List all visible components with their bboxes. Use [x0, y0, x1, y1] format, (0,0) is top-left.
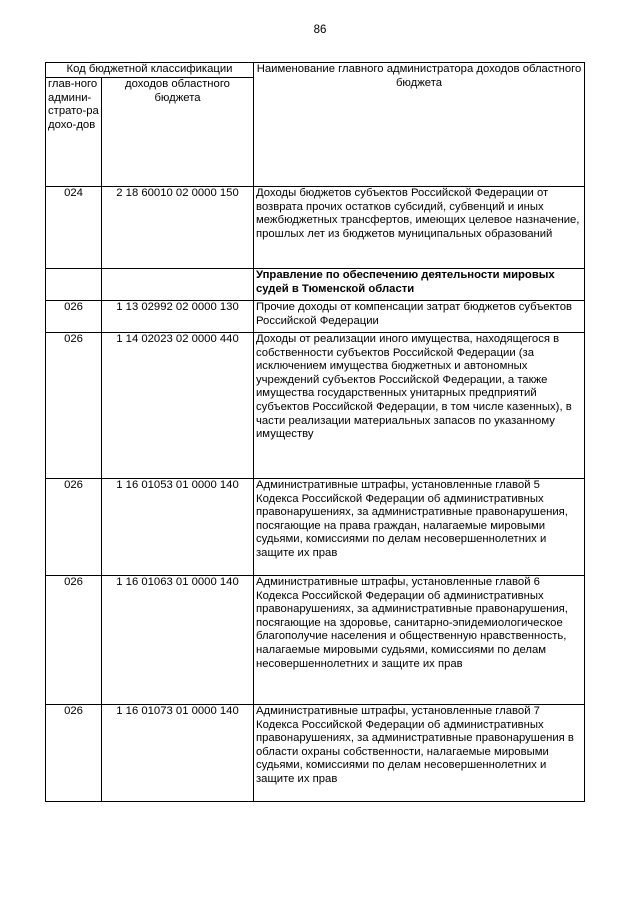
- table-row: [46, 333, 585, 479]
- admin-code-cell: [46, 269, 102, 301]
- header-administrator-name: Наименование главного администратора доходов областного бюджета: [254, 63, 585, 187]
- table-row: [46, 576, 585, 705]
- income-code-cell: 1 16 01073 01 0000 140: [102, 705, 254, 802]
- table-row: [46, 187, 585, 269]
- admin-code-cell: 026: [46, 301, 102, 333]
- admin-code-cell: 026: [46, 333, 102, 479]
- header-regional-budget-income: доходов областного бюджета: [102, 78, 254, 187]
- income-code-cell: [102, 269, 254, 301]
- header-chief-administrator: глав-ного админи-страто-ра дохо-дов: [46, 78, 102, 187]
- admin-code-cell: 026: [46, 479, 102, 576]
- page-number: 86: [313, 24, 327, 36]
- income-code-cell: 1 16 01063 01 0000 140: [102, 576, 254, 705]
- section-title-cell: Управление по обеспечению деятельности мировых судей в Тюменской области: [254, 269, 585, 301]
- admin-code-cell: 026: [46, 705, 102, 802]
- table-row: [46, 705, 585, 802]
- income-code-cell: 2 18 60010 02 0000 150: [102, 187, 254, 269]
- income-name-cell: Доходы от реализации иного имущества, находящегося в собственности субъектов Российской Федерации (за исключением имущества бюджетных и автономных учреждений субъектов Российской Федерации, а также имущества государственных унитарных предприятий субъектов Российской Федерации, в том числе казенных), в части реализации материальных запасов по указанному имуществу: [254, 333, 585, 479]
- income-name-cell: Доходы бюджетов субъектов Российской Федерации от возврата прочих остатков субсидий, субвенций и иных межбюджетных трансфертов, имеющих целевое назначение, прошлых лет из бюджетов муниципальных образований: [254, 187, 585, 269]
- table-row: [46, 301, 585, 333]
- table-row: [46, 479, 585, 576]
- header-budget-classification-code: Код бюджетной классификации: [46, 63, 254, 78]
- budget-classification-table: [45, 62, 585, 802]
- income-name-cell: Прочие доходы от компенсации затрат бюджетов субъектов Российской Федерации: [254, 301, 585, 333]
- admin-code-cell: 026: [46, 576, 102, 705]
- income-name-cell: Административные штрафы, установленные главой 6 Кодекса Российской Федерации об административных правонарушениях, за административные правонарушения, посягающие на здоровье, санитарно-эпидемиологическое благополучие населения и общественную нравственность, налагаемые мировыми судьями, комиссиями по делам несовершеннолетних и защите их прав: [254, 576, 585, 705]
- income-code-cell: 1 16 01053 01 0000 140: [102, 479, 254, 576]
- admin-code-cell: 024: [46, 187, 102, 269]
- income-name-cell: Административные штрафы, установленные главой 7 Кодекса Российской Федерации об административных правонарушениях, за административные правонарушения в области охраны собственности, налагаемые мировыми судьями, комиссиями по делам несовершеннолетних и защите их прав: [254, 705, 585, 802]
- table-section-row: [46, 269, 585, 301]
- table-header-group-row: [46, 63, 585, 78]
- income-code-cell: 1 13 02992 02 0000 130: [102, 301, 254, 333]
- income-name-cell: Административные штрафы, установленные главой 5 Кодекса Российской Федерации об административных правонарушениях, за административные правонарушения, посягающие на права граждан, налагаемые мировыми судьями, комиссиями по делам несовершеннолетних и защите их прав: [254, 479, 585, 576]
- income-code-cell: 1 14 02023 02 0000 440: [102, 333, 254, 479]
